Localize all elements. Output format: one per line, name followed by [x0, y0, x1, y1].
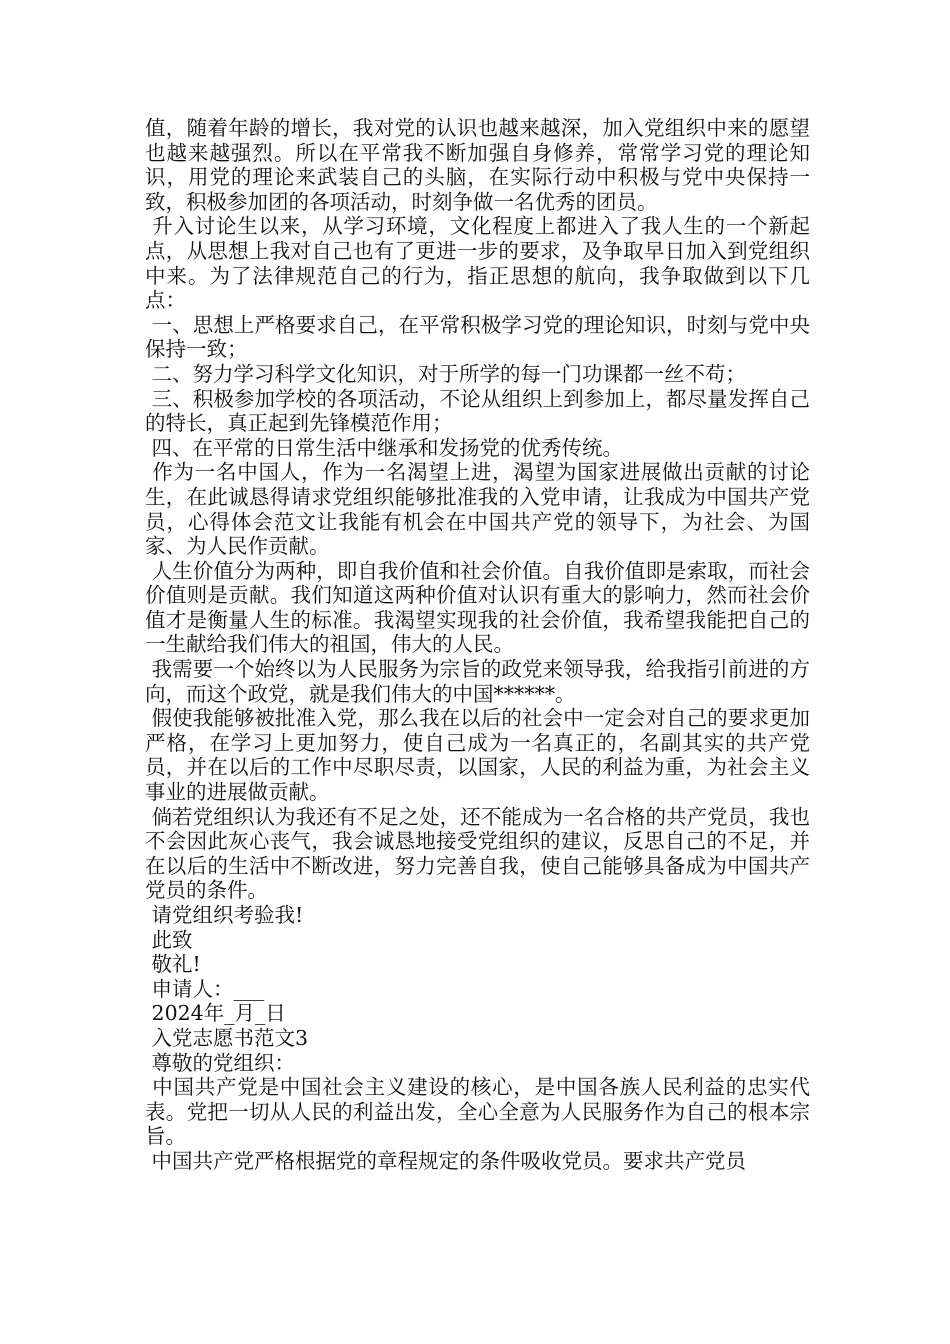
paragraph-party-guidance: 我需要一个始终以为人民服务为宗旨的政党来领导我，给我指引前进的方向，而这个政党，就是我们伟大的中国******。 [145, 657, 810, 706]
greeting-line: 尊敬的党组织： [145, 1050, 296, 1075]
paragraph-point-one: 一、思想上严格要求自己，在平常积极学习党的理论知识，时刻与党中央保持一致； [145, 312, 810, 362]
paragraph-request: 作为一名中国人，作为一名渴望上进，渴望为国家进展做出贡献的讨论生，在此诚恳得请求党组织能够批准我的入党申请，让我成为中国共产党员，心得体会范文让我能有机会在中国共产党的领导下，为社会、为国家、为人民作贡献。 [145, 460, 810, 559]
paragraph-party-core: 中国共产党是中国社会主义建设的核心，是中国各族人民利益的忠实代表。党把一切从人民的利益出发，全心全意为人民服务作为自己的根本宗旨。 [145, 1075, 810, 1149]
paragraph-point-two: 二、努力学习科学文化知识，对于所学的每一门功课都一丝不苟； [145, 361, 747, 386]
date-line: 2024年_月_日 [145, 1001, 286, 1026]
paragraph-life-value: 人生价值分为两种，即自我价值和社会价值。自我价值即是索取，而社会价值则是贡献。我们知道这两种价值对认识有重大的影响力，然而社会价值才是衡量人生的标准。我渴望实现我的社会价值，我希望我能把自己的一生献给我们伟大的祖国，伟大的人民。 [145, 558, 810, 657]
paragraph-graduate-study: 升入讨论生以来，从学习环境，文化程度上都进入了我人生的一个新起点，从思想上我对自己也有了更进一步的要求，及争取早日加入到党组织中来。为了法律规范自己的行为，指正思想的航向，我争取做到以下几点： [145, 214, 810, 313]
paragraph-if-not-approved: 倘若党组织认为我还有不足之处，还不能成为一名合格的共产党员，我也不会因此灰心丧气，我会诚恳地接受党组织的建议，反思自己的不足，并在以后的生活中不断改进，努力完善自我，使自己能够具备成为中国共产党员的条件。 [145, 804, 810, 903]
paragraph-intro-continuation: 值，随着年龄的增长，我对党的认识也越来越深，加入党组织中来的愿望也越来越强烈。所以在平常我不断加强自身修养，常常学习党的理论知识，用党的理论来武装自己的头脑，在实际行动中积极与党中央保持一致，积极参加团的各项活动，时刻争做一名优秀的团员。 [145, 116, 810, 214]
document-page [145, 116, 810, 1174]
paragraph-party-membership: 中国共产党严格根据党的章程规定的条件吸收党员。要求共产党员 [145, 1148, 747, 1173]
paragraph-if-approved: 假使我能够被批准入党，那么我在以后的社会中一定会对自己的要求更加严格，在学习上更加努力，使自己成为一名真正的，名副其实的共产党员，并在以后的工作中尽职尽责，以国家，人民的利益为重，为社会主义事业的进展做贡献。 [145, 706, 810, 805]
closing-salutation-2: 敬礼! [145, 952, 201, 977]
applicant-line: 申请人：___ [145, 976, 265, 1001]
paragraph-point-four: 四、在平常的日常生活中继承和发扬党的优秀传统。 [145, 435, 624, 460]
paragraph-point-three: 三、积极参加学校的各项活动，不论从组织上到参加上，都尽量发挥自己的特长，真正起到先锋模范作用； [145, 386, 810, 436]
section-heading-sample-3: 入党志愿书范文3 [145, 1025, 309, 1050]
closing-salutation-1: 此致 [145, 927, 193, 952]
closing-request-line: 请党组织考验我! [145, 903, 304, 927]
